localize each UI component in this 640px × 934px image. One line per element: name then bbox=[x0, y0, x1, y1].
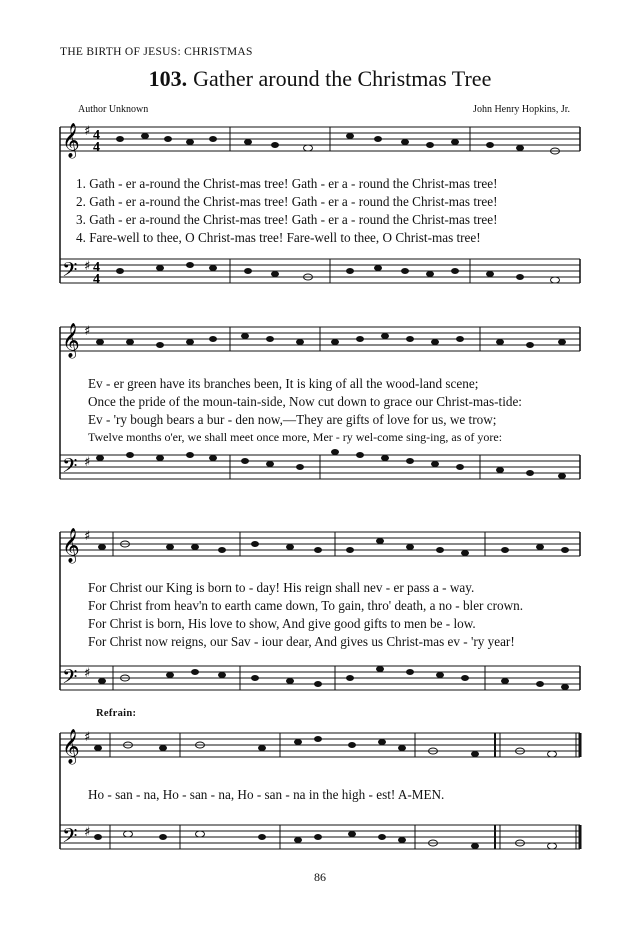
sharp-icon: ♯ bbox=[84, 529, 91, 544]
svg-text:4: 4 bbox=[93, 128, 100, 143]
lyric-line: For Christ our King is born to - day! His reign shall nev - er pass a - way. bbox=[88, 580, 475, 595]
page-number: 86 bbox=[314, 870, 326, 884]
sharp-icon: ♯ bbox=[84, 259, 91, 274]
bass-clef-icon: 𝄢 bbox=[62, 258, 78, 286]
refrain-label: Refrain: bbox=[96, 708, 137, 719]
lyric-line: For Christ is born, His love to show, And give good gifts to men be - low. bbox=[88, 616, 476, 631]
author-credit: Author Unknown bbox=[78, 104, 149, 115]
lyric-line: Twelve months o'er, we shall meet once more, Mer - ry wel-come sing-ing, as of yore: bbox=[88, 430, 503, 444]
lyric-line: Once the pride of the moun-tain-side, Now cut down to grace our Christ-mas-tide: bbox=[88, 394, 522, 409]
lyric-line: For Christ now reigns, our Sav - iour dear, And gives us Christ-mas ev - 'ry year! bbox=[88, 634, 515, 649]
lyric-line: For Christ from heav'n to earth came down, To gain, thro' death, a no - bler crown. bbox=[88, 598, 523, 613]
section-header: THE BIRTH OF JESUS: CHRISTMAS bbox=[60, 46, 253, 58]
sharp-icon: ♯ bbox=[84, 124, 91, 139]
svg-text:4: 4 bbox=[93, 260, 100, 275]
lyric-line: 4. Fare-well to thee, O Christ-mas tree! Fare-well to thee, O Christ-mas tree! bbox=[76, 230, 481, 245]
bass-clef-icon: 𝄢 bbox=[62, 665, 78, 693]
hymn-title: Gather around the Christmas Tree bbox=[193, 66, 492, 91]
bass-clef-icon: 𝄢 bbox=[62, 454, 78, 482]
lyric-line: Ho - san - na, Ho - san - na, Ho - san - na in the high - est! A-MEN. bbox=[88, 787, 445, 802]
treble-clef-icon: 𝄞 bbox=[62, 323, 80, 358]
hymn-number: 103. bbox=[148, 66, 188, 91]
sharp-icon: ♯ bbox=[84, 455, 91, 470]
lyric-line: 3. Gath - er a-round the Christ-mas tree! Gath - er a - round the Christ-mas tree! bbox=[76, 212, 498, 227]
lyric-line: Ev - 'ry bough bears a bur - den now,—They are gifts of love for us, we trow; bbox=[88, 412, 497, 427]
bass-clef-icon: 𝄢 bbox=[62, 824, 78, 852]
lyric-line: Ev - er green have its branches been, It is king of all the wood-land scene; bbox=[88, 376, 479, 391]
treble-clef-icon: 𝄞 bbox=[62, 123, 80, 158]
svg-text:4: 4 bbox=[93, 272, 100, 287]
svg-text:4: 4 bbox=[93, 140, 100, 155]
sharp-icon: ♯ bbox=[84, 730, 91, 745]
sharp-icon: ♯ bbox=[84, 825, 91, 840]
notes bbox=[98, 538, 569, 690]
lyric-line: 1. Gath - er a-round the Christ-mas tree! Gath - er a - round the Christ-mas tree! bbox=[76, 176, 498, 191]
sharp-icon: ♯ bbox=[84, 324, 91, 339]
treble-clef-icon: 𝄞 bbox=[62, 528, 80, 563]
music-system-1 bbox=[0, 110, 640, 310]
treble-clef-icon: 𝄞 bbox=[62, 729, 80, 764]
composer-credit: John Henry Hopkins, Jr. bbox=[473, 104, 570, 115]
sharp-icon: ♯ bbox=[84, 666, 91, 681]
lyric-line: 2. Gath - er a-round the Christ-mas tree! Gath - er a - round the Christ-mas tree! bbox=[76, 194, 498, 209]
hymn-title-line bbox=[0, 66, 640, 92]
